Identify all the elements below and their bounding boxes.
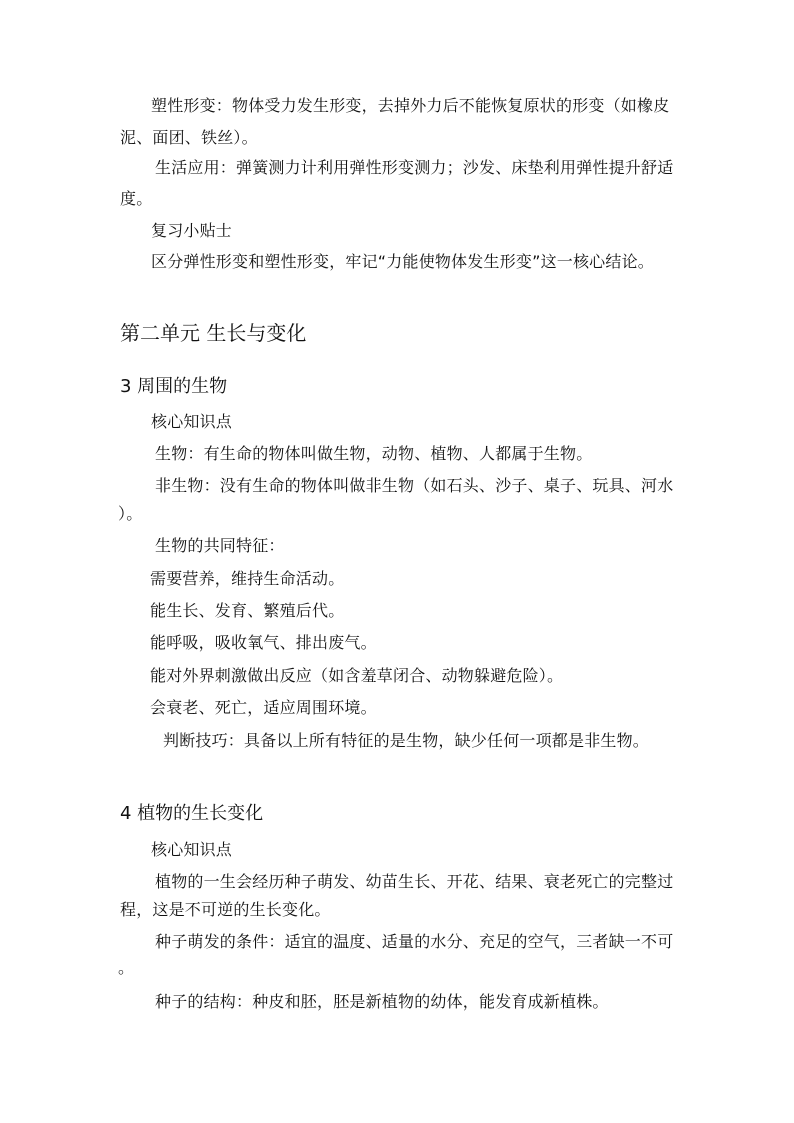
review-tips-text: 区分弹性形变和塑性形变，牢记“力能使物体发生形变”这一核心结论。: [151, 252, 654, 271]
plastic-deformation-line-2: 泥、面团、铁丝）。: [120, 128, 258, 147]
review-tips-title: 复习小贴士: [151, 221, 233, 240]
nonliving-definition-line-1: 非生物：没有生命的物体叫做非生物（如石头、沙子、桌子、玩具、河水: [155, 476, 674, 495]
lesson-3-title: 3 周围的生物: [120, 376, 228, 397]
feature-item: 会衰老、死亡，适应周围环境。: [150, 698, 377, 717]
application-line-1: 生活应用：弹簧测力计利用弹性形变测力；沙发、床垫利用弹性提升舒适: [155, 158, 674, 177]
plastic-deformation-line-1: 塑性形变：物体受力发生形变，去掉外力后不能恢复原状的形变（如橡皮: [151, 96, 670, 115]
germination-conditions-line-1: 种子萌发的条件：适宜的温度、适量的水分、充足的空气，三者缺一不可: [155, 932, 674, 951]
germination-conditions-line-2: 。: [118, 958, 135, 977]
unit-heading: 第二单元 生长与变化: [120, 321, 307, 345]
judging-tip: 判断技巧：具备以上所有特征的是生物，缺少任何一项都是非生物。: [163, 731, 650, 750]
feature-item: 能对外界刺激做出反应（如含羞草闭合、动物躲避危险）。: [150, 666, 564, 685]
lesson-3-core-label: 核心知识点: [151, 412, 233, 431]
plant-life-cycle-line-1: 植物的一生会经历种子萌发、幼苗生长、开花、结果、衰老死亡的完整过: [155, 872, 674, 891]
seed-structure: 种子的结构：种皮和胚，胚是新植物的幼体，能发育成新植株。: [155, 992, 609, 1011]
nonliving-definition-line-2: ）。: [118, 504, 143, 523]
plant-life-cycle-line-2: 程，这是不可逆的生长变化。: [120, 900, 331, 919]
living-things-definition: 生物：有生命的物体叫做生物，动物、植物、人都属于生物。: [155, 444, 593, 463]
lesson-4-core-label: 核心知识点: [151, 840, 233, 859]
application-line-2: 度。: [120, 189, 153, 208]
feature-item: 需要营养，维持生命活动。: [150, 569, 345, 588]
lesson-4-title: 4 植物的生长变化: [120, 803, 264, 824]
feature-item: 能生长、发育、繁殖后代。: [150, 601, 345, 620]
common-features-title: 生物的共同特征：: [155, 536, 285, 555]
feature-item: 能呼吸，吸收氧气、排出废气。: [150, 633, 377, 652]
